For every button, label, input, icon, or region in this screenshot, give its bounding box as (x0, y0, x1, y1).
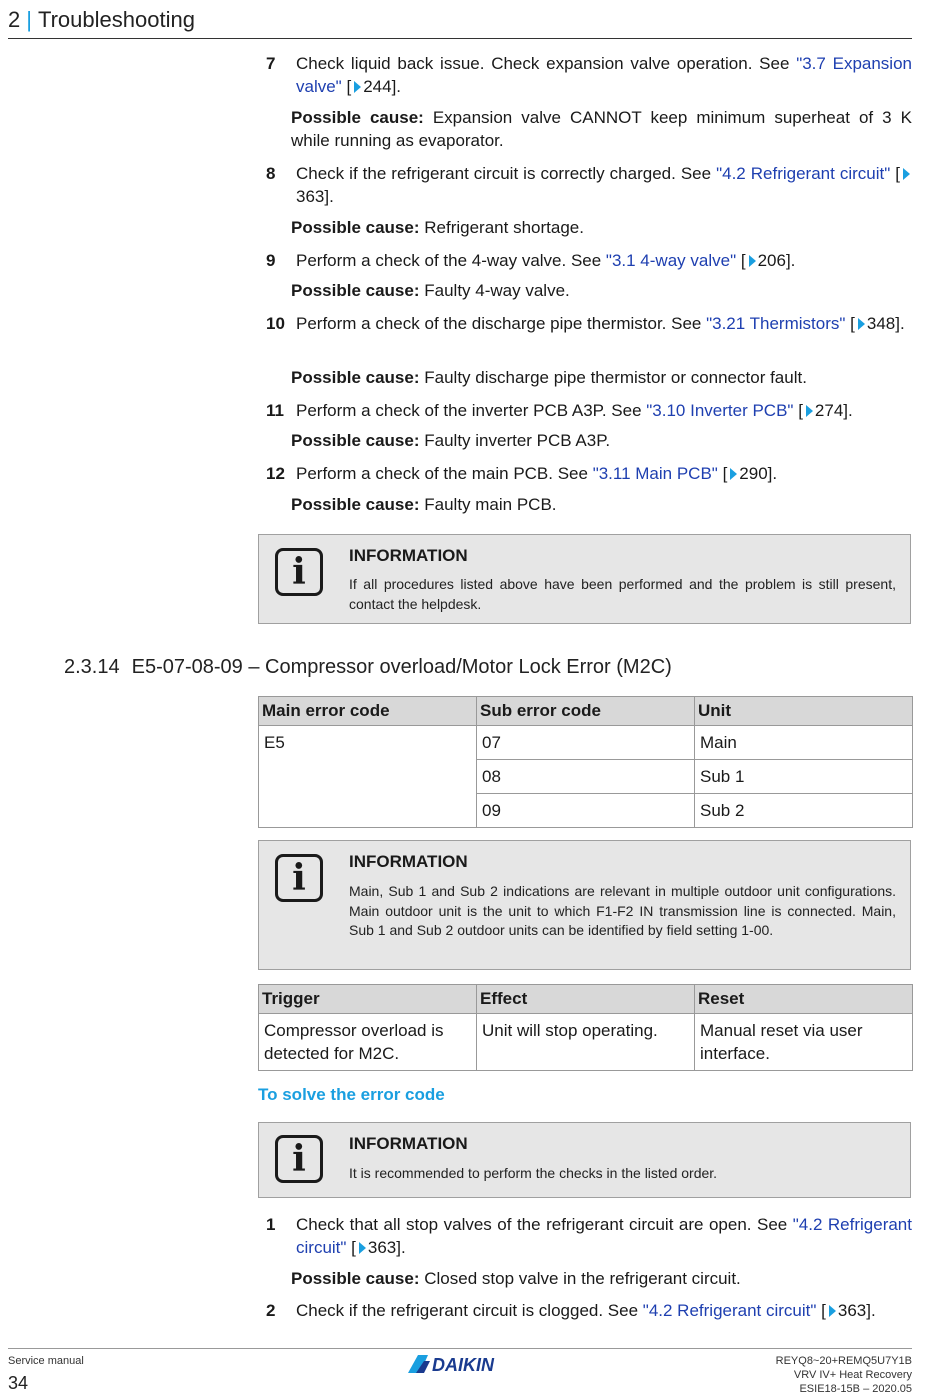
info-icon: i (275, 854, 323, 902)
page-ref: 244 (363, 77, 392, 96)
footer-model-info (776, 1354, 912, 1396)
cause-text: Faulty 4-way valve. (424, 281, 570, 300)
cross-reference-link[interactable]: "3.7 Expansion valve" (296, 54, 912, 96)
cross-reference-link[interactable]: "3.1 4-way valve" (605, 251, 737, 270)
footer-model: REYQ8~20+REMQ5U7Y1B (775, 1355, 912, 1367)
daikin-logo-icon (408, 1353, 518, 1375)
step-11: 11 Perform a check of the inverter PCB A3P. See "3.10 Inverter PCB" [ 274]. (266, 401, 853, 420)
page-ref: 274 (814, 401, 844, 420)
sub-error-code-cell: 09 (477, 794, 695, 828)
step-text: Perform a check of the discharge pipe thermistor. See (296, 314, 707, 333)
step-number: 10 (266, 314, 285, 333)
step-2: 2 Check if the refrigerant circuit is clogged. See "4.2 Refrigerant circuit" [ 363]. (266, 1301, 876, 1320)
step-text: Perform a check of the inverter PCB A3P. See (296, 401, 647, 420)
page-ref: 348 (866, 314, 896, 333)
step-number: 9 (266, 251, 276, 270)
cause-label: Possible cause: (291, 431, 420, 450)
step-number: 11 (266, 401, 284, 420)
section-number: 2.3.14 (64, 656, 120, 678)
cause-label: Possible cause: (291, 281, 420, 300)
cross-reference-link[interactable]: "3.10 Inverter PCB" (646, 401, 794, 420)
page-ref: 363 (296, 187, 325, 206)
column-header: Trigger (259, 985, 477, 1014)
step-9: 9 Perform a check of the 4-way valve. See "3.1 4-way valve" [ 206]. (266, 251, 796, 270)
column-header: Unit (695, 697, 913, 726)
info-title: INFORMATION (349, 852, 468, 871)
info-icon: i (275, 548, 323, 596)
solve-heading: To solve the error code (258, 1085, 445, 1104)
main-error-code-cell: E5 (259, 726, 477, 828)
page-ref: 363 (837, 1301, 867, 1320)
step-12: 12 Perform a check of the main PCB. See "3.11 Main PCB" [ 290]. (266, 464, 778, 483)
column-header: Sub error code (477, 697, 695, 726)
cause-text: Faulty discharge pipe thermistor or connector fault. (424, 368, 807, 387)
possible-cause (291, 279, 912, 302)
column-header: Main error code (259, 697, 477, 726)
sub-error-code-cell: 08 (477, 760, 695, 794)
page-arrow-icon (354, 81, 361, 93)
cause-text: Expansion valve CANNOT keep minimum superheat of 3 K while running as evaporator. (291, 108, 912, 150)
step-number: 2 (266, 1301, 276, 1320)
page-ref: 290 (739, 464, 768, 483)
page-arrow-icon (806, 405, 813, 417)
logo-text: DAIKIN (432, 1355, 494, 1375)
possible-cause (291, 366, 912, 389)
section-title: E5-07-08-09 – Compressor overload/Motor Lock Error (M2C) (131, 656, 672, 678)
info-text: It is recommended to perform the checks in the listed order. (349, 1165, 718, 1181)
information-box (258, 1122, 911, 1198)
page-header (8, 4, 912, 39)
table-row (259, 1014, 913, 1071)
info-text: If all procedures listed above have been performed and the problem is still present, contact the helpdesk. (349, 576, 896, 612)
step-text: Perform a check of the 4-way valve. See (296, 251, 606, 270)
cross-reference-link[interactable]: "4.2 Refrigerant circuit" (642, 1301, 817, 1320)
cross-reference-link[interactable]: "4.2 Refrigerant circuit" (716, 164, 891, 183)
cause-text: Faulty inverter PCB A3P. (424, 431, 611, 450)
error-code-table (258, 696, 913, 828)
info-title: INFORMATION (349, 1134, 468, 1153)
column-header: Reset (695, 985, 913, 1014)
step-number: 12 (266, 464, 285, 483)
possible-cause (291, 493, 912, 516)
possible-cause (291, 1267, 912, 1290)
chapter-title: Troubleshooting (37, 7, 195, 32)
page-number: 34 (8, 1373, 29, 1393)
step-text: Perform a check of the main PCB. See (296, 464, 593, 483)
table-header-row (259, 697, 913, 726)
information-box (258, 840, 911, 970)
step-number: 7 (266, 54, 276, 73)
cross-reference-link[interactable]: "4.2 Refrigerant circuit" (296, 1215, 912, 1257)
header-separator: | (26, 7, 32, 32)
cross-reference-link[interactable]: "3.21 Thermistors" (706, 314, 846, 333)
trigger-table (258, 984, 913, 1071)
step-1: 1 Check that all stop valves of the refrigerant circuit are open. See "4.2 Refrigerant circuit" [ 363]. (266, 1215, 912, 1257)
unit-cell: Sub 1 (695, 760, 913, 794)
trigger-cell: Compressor overload is detected for M2C. (259, 1014, 477, 1071)
step-text: Check if the refrigerant circuit is clogged. See (296, 1301, 643, 1320)
effect-cell: Unit will stop operating. (477, 1014, 695, 1071)
info-title: INFORMATION (349, 546, 468, 565)
unit-cell: Main (695, 726, 913, 760)
page-arrow-icon (749, 255, 756, 267)
page-arrow-icon (730, 468, 737, 480)
cause-text: Faulty main PCB. (424, 495, 557, 514)
page-arrow-icon (829, 1305, 836, 1317)
reset-cell: Manual reset via user interface. (695, 1014, 913, 1071)
sub-error-code-cell: 07 (477, 726, 695, 760)
step-text: Check that all stop valves of the refrigerant circuit are open. See (296, 1215, 793, 1234)
footer-doc-id: ESIE18-15B – 2020.05 (799, 1383, 912, 1395)
page-arrow-icon (359, 1242, 366, 1254)
page-arrow-icon (903, 168, 910, 180)
footer-doc-type: Service manual (8, 1355, 84, 1367)
page-ref: 206 (757, 251, 786, 270)
cross-reference-link[interactable]: "3.11 Main PCB" (592, 464, 718, 483)
possible-cause (291, 216, 912, 239)
cause-label: Possible cause: (291, 108, 424, 127)
step-8: 8 Check if the refrigerant circuit is correctly charged. See "4.2 Refrigerant circuit" [363]. (266, 162, 912, 208)
possible-cause (291, 106, 912, 152)
info-text: Main, Sub 1 and Sub 2 indications are relevant in multiple outdoor unit configurations. Main outdoor unit is the unit to which F1-F2 IN transmission line is connected. Main, Sub 1 and Sub 2 outdoor units can be identified by field setting 1-00. (349, 883, 896, 938)
possible-cause (291, 429, 912, 452)
page-footer (8, 1348, 912, 1395)
info-icon: i (275, 1135, 323, 1183)
table-header-row (259, 985, 913, 1014)
step-10: 10 Perform a check of the discharge pipe thermistor. See "3.21 Thermistors" [ 348]. (266, 314, 905, 333)
step-text: Check liquid back issue. Check expansion valve operation. See (296, 54, 797, 73)
step-text: Check if the refrigerant circuit is correctly charged. See (296, 164, 717, 183)
footer-product: VRV IV+ Heat Recovery (793, 1369, 912, 1381)
step-number: 8 (266, 164, 276, 183)
unit-cell: Sub 2 (695, 794, 913, 828)
step-7: 7 Check liquid back issue. Check expansion valve operation. See "3.7 Expansion valve" [ 244]. (266, 54, 912, 96)
step-number: 1 (266, 1215, 276, 1234)
page-ref: 363 (367, 1238, 397, 1257)
section-heading (64, 656, 672, 679)
page-arrow-icon (858, 318, 865, 330)
cause-label: Possible cause: (291, 1269, 420, 1288)
table-row (259, 726, 913, 760)
cause-label: Possible cause: (291, 218, 420, 237)
cause-text: Refrigerant shortage. (424, 218, 584, 237)
information-box (258, 534, 911, 624)
cause-label: Possible cause: (291, 495, 420, 514)
cause-label: Possible cause: (291, 368, 420, 387)
chapter-number: 2 (8, 7, 21, 32)
column-header: Effect (477, 985, 695, 1014)
cause-text: Closed stop valve in the refrigerant circuit. (424, 1269, 741, 1288)
